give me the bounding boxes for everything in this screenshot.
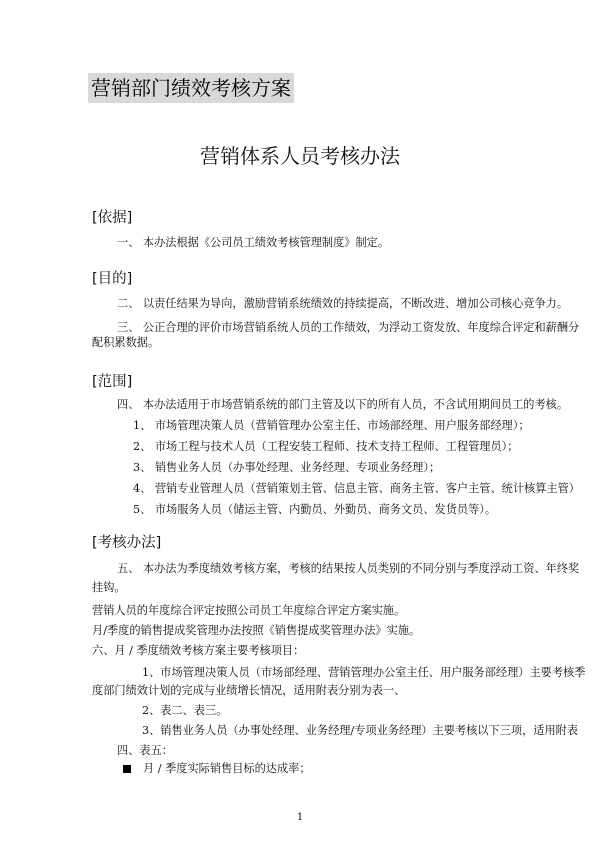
paragraph: 二、 以责任结果为导向，激励营销系统绩效的持续提高，不断改进、增加公司核心竞争力。 (117, 297, 569, 310)
paragraph: 3、销售业务人员（办事处经理、业务经理/专项业务经理）主要考核以下三项，适用附表 (142, 724, 579, 737)
paragraph: 挂钩。 (92, 581, 126, 594)
paragraph: 1、市场管理决策人员（市场部经理、营销管理办公室主任、用户服务部经理）主要考核季 (142, 666, 586, 679)
paragraph: 三、 公正合理的评价市场营销系统人员的工作绩效，为浮动工资发放、年度综合评定和薪酬分 (117, 321, 580, 334)
section-heading-scope: [范围] (92, 374, 133, 390)
list-item: 1、 市场管理决策人员（营销管理办公室主任、市场部经理、用户服务部经理）； (133, 419, 530, 432)
square-bullet-icon (123, 765, 131, 773)
section-heading-method: [考核办法] (92, 535, 162, 551)
paragraph: 度部门绩效计划的完成与业绩增长情况，适用附表分别为表一、 (92, 684, 406, 697)
list-item: 3、 销售业务人员（办事处经理、业务经理、专项业务经理）； (133, 461, 441, 474)
page-number: 1 (296, 812, 304, 823)
section-heading-purpose: [目的] (92, 271, 133, 287)
paragraph: 六、月 / 季度绩效考核方案主要考核项目： (92, 644, 305, 657)
paragraph: 四、 本办法适用于市场营销系统的部门主管及以下的所有人员，不含试用期间员工的考核。 (117, 398, 569, 411)
paragraph: 四、表五： (117, 744, 173, 757)
paragraph: 营销人员的年度综合评定按照公司员工年度综合评定方案实施。 (92, 604, 406, 617)
paragraph: 月/季度的销售提成奖管理办法按照《销售提成奖管理办法》实施。 (92, 624, 421, 637)
section-heading-basis: [依据] (92, 210, 133, 226)
page-title: 营销体系人员考核办法 (200, 144, 400, 168)
list-item: 月 / 季度实际销售目标的达成率； (143, 762, 311, 775)
list-item: 4、 营销专业管理人员（营销策划主管、信息主管、商务主管、客户主管、统计核算主管） (133, 482, 580, 495)
paragraph: 一、 本办法根据《公司员工绩效考核管理制度》制定。 (117, 236, 390, 249)
list-item: 5、 市场服务人员（储运主管、内勤员、外勤员、商务文员、发货员等）。 (133, 503, 497, 516)
paragraph: 2、表二、表三。 (142, 704, 228, 717)
document-title: 营销部门绩效考核方案 (88, 73, 294, 103)
paragraph: 五、 本办法为季度绩效考核方案，考核的结果按人员类别的不同分别与季度浮动工资、年终奖 (117, 562, 580, 575)
list-item: 2、 市场工程与技术人员（工程安装工程师、技术支持工程师、工程管理员）； (133, 440, 519, 453)
paragraph: 配积累数据。 (92, 336, 160, 349)
